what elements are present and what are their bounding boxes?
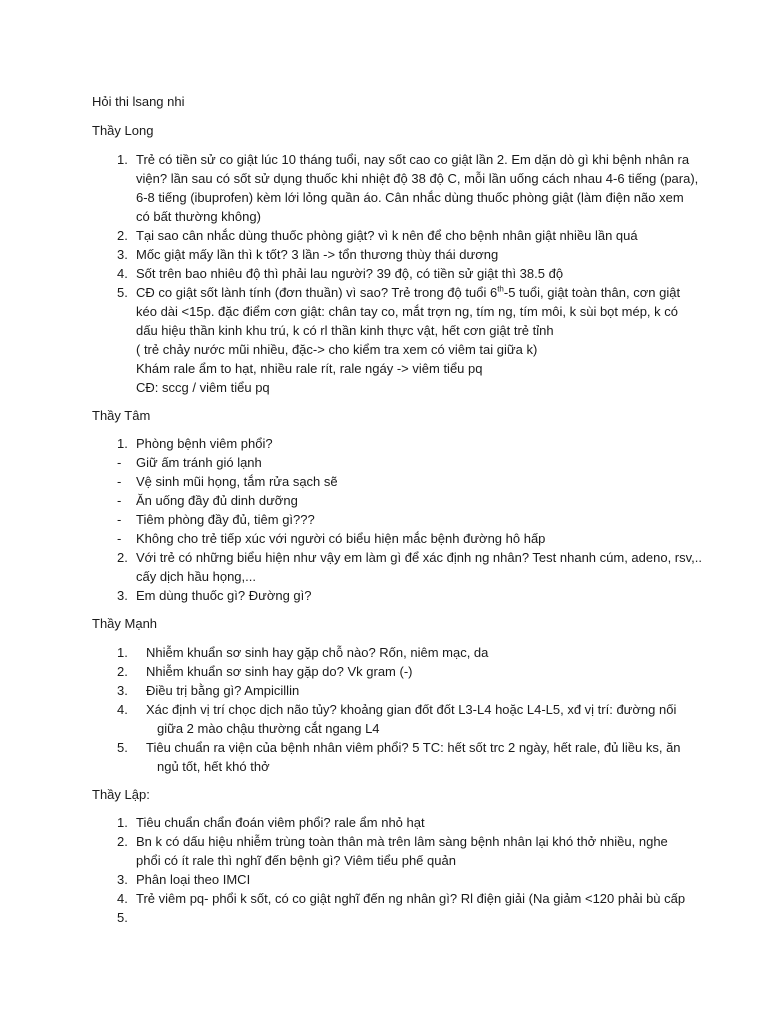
list-item-text: cấy dịch hầu họng,...	[136, 569, 256, 584]
list-marker: 4.	[117, 891, 128, 906]
list-item-text: Sốt trên bao nhiêu độ thì phải lau người? 39 độ, có tiền sử giật thì 38.5 độ	[136, 266, 564, 281]
list-marker: 3.	[117, 247, 128, 262]
list-item-text: ( trẻ chảy nước mũi nhiều, đặc-> cho kiểm tra xem có viêm tai giữa k)	[136, 342, 538, 357]
list-item-text: Với trẻ có những biểu hiện như vậy em làm gì để xác định ng nhân? Test nhanh cúm, adeno, rsv,..	[136, 550, 703, 565]
list-item-text: viện? lần sau có sốt sử dụng thuốc khi nhiệt độ 38 độ C, mỗi lần uống cách nhau 4-6 tiếng (para),	[136, 171, 699, 186]
list-item-text: Bn k có dấu hiệu nhiễm trùng toàn thân mà trên lâm sàng bệnh nhân lại khó thở nhiều, nghe	[136, 834, 668, 849]
list-marker: 3.	[117, 683, 128, 698]
list-item-text: Vệ sinh mũi họng, tắm rửa sạch sẽ	[136, 474, 338, 489]
list-marker: 4.	[117, 702, 128, 717]
list-marker: 2.	[117, 834, 128, 849]
list-marker: 3.	[117, 588, 128, 603]
list-item-text: Phân loại theo IMCI	[136, 872, 251, 887]
document-title: Hỏi thi lsang nhi	[92, 94, 185, 109]
superscript: th	[497, 284, 504, 294]
list-marker: 3.	[117, 872, 128, 887]
list-item-text: phổi có ít rale thì nghĩ đến bệnh gì? Viêm tiểu phế quản	[136, 853, 456, 868]
list-item-text: Tại sao cân nhắc dùng thuốc phòng giật? vì k nên để cho bệnh nhân giật nhiều lần quá	[136, 228, 638, 243]
list-marker: 2.	[117, 550, 128, 565]
list-item-text: Nhiễm khuẩn sơ sinh hay gặp chỗ nào? Rốn, niêm mạc, da	[146, 645, 489, 660]
list-marker: 2.	[117, 228, 128, 243]
bullet-dash: -	[117, 493, 122, 508]
text-run: -5 tuổi, giật toàn thân, cơn giật	[503, 285, 681, 300]
list-marker: 1.	[117, 815, 128, 830]
list-marker: 5.	[117, 910, 128, 925]
list-item-text: Phòng bệnh viêm phổi?	[136, 436, 273, 451]
list-item-text: Điều trị bằng gì? Ampicillin	[146, 683, 300, 698]
list-item-text: Xác định vị trí chọc dịch não tủy? khoảng gian đốt đốt L3-L4 hoặc L4-L5, xđ vị trí: đường nối	[146, 702, 677, 717]
list-item-text: Ăn uống đầy đủ dinh dưỡng	[136, 493, 298, 508]
list-item-text: Mốc giật mấy lần thì k tốt? 3 lần -> tổn thương thùy thái dương	[136, 247, 499, 262]
bullet-dash: -	[117, 474, 122, 489]
list-item-text: Giữ ấm tránh gió lạnh	[136, 455, 262, 470]
section-heading-tam: Thầy Tâm	[92, 408, 151, 423]
list-item-text: Khám rale ẩm to hạt, nhiều rale rít, rale ngáy -> viêm tiểu pq	[136, 361, 483, 376]
list-item-text: Không cho trẻ tiếp xúc với người có biểu hiện mắc bệnh đường hô hấp	[136, 531, 546, 546]
list-marker: 2.	[117, 664, 128, 679]
list-marker: 1.	[117, 436, 128, 451]
bullet-dash: -	[117, 455, 122, 470]
list-item-text: ngủ tốt, hết khó thở	[157, 759, 270, 774]
bullet-dash: -	[117, 512, 122, 527]
list-marker: 1.	[117, 152, 128, 167]
list-marker: 4.	[117, 266, 128, 281]
bullet-dash: -	[117, 531, 122, 546]
list-item-text-with-superscript	[136, 283, 680, 302]
list-item-text: dấu hiệu thần kinh khu trú, k có rl thần kinh thực vật, hết cơn giật trẻ tỉnh	[136, 323, 554, 338]
list-item-text: 6-8 tiếng (ibuprofen) kèm lới lỏng quần áo. Cân nhắc dùng thuốc phòng giật (làm điện não xem	[136, 190, 684, 205]
list-item-text: Tiêu chuẩn ra viện của bệnh nhân viêm phổi? 5 TC: hết sốt trc 2 ngày, hết rale, đủ liều ks, ăn	[146, 740, 681, 755]
list-item-text: Nhiễm khuẩn sơ sinh hay gặp do? Vk gram (-)	[146, 664, 413, 679]
list-item-text: Trẻ viêm pq- phổi k sốt, có co giật nghĩ đến ng nhân gì? Rl điện giải (Na giảm <120 phải bù cấp	[136, 891, 686, 906]
list-marker: 1.	[117, 645, 128, 660]
list-marker: 5.	[117, 740, 128, 755]
list-item-text: Em dùng thuốc gì? Đường gì?	[136, 588, 312, 603]
list-item-text: giữa 2 mào chậu thường cắt ngang L4	[157, 721, 380, 736]
section-heading-manh: Thầy Mạnh	[92, 616, 158, 631]
list-marker: 5.	[117, 285, 128, 300]
section-heading-long: Thầy Long	[92, 123, 154, 138]
list-item-text: Trẻ có tiền sử co giật lúc 10 tháng tuổi, nay sốt cao co giật lần 2. Em dặn dò gì khi bệnh nhân ra	[136, 152, 690, 167]
list-item-text: có bất thường không)	[136, 209, 261, 224]
list-item-text: Tiêu chuẩn chẩn đoán viêm phổi? rale ẩm nhỏ hạt	[136, 815, 425, 830]
list-item-text: CĐ: sccg / viêm tiểu pq	[136, 380, 270, 395]
section-heading-lap: Thầy Lập:	[92, 787, 150, 802]
list-item-text: kéo dài <15p. đặc điểm cơn giật: chân tay co, mắt trợn ng, tím ng, tím môi, k sùi bọt mép, k có	[136, 304, 678, 319]
text-run: CĐ co giật sốt lành tính (đơn thuần) vì sao? Trẻ trong độ tuổi 6	[136, 285, 498, 300]
list-item-text: Tiêm phòng đầy đủ, tiêm gì???	[136, 512, 315, 527]
